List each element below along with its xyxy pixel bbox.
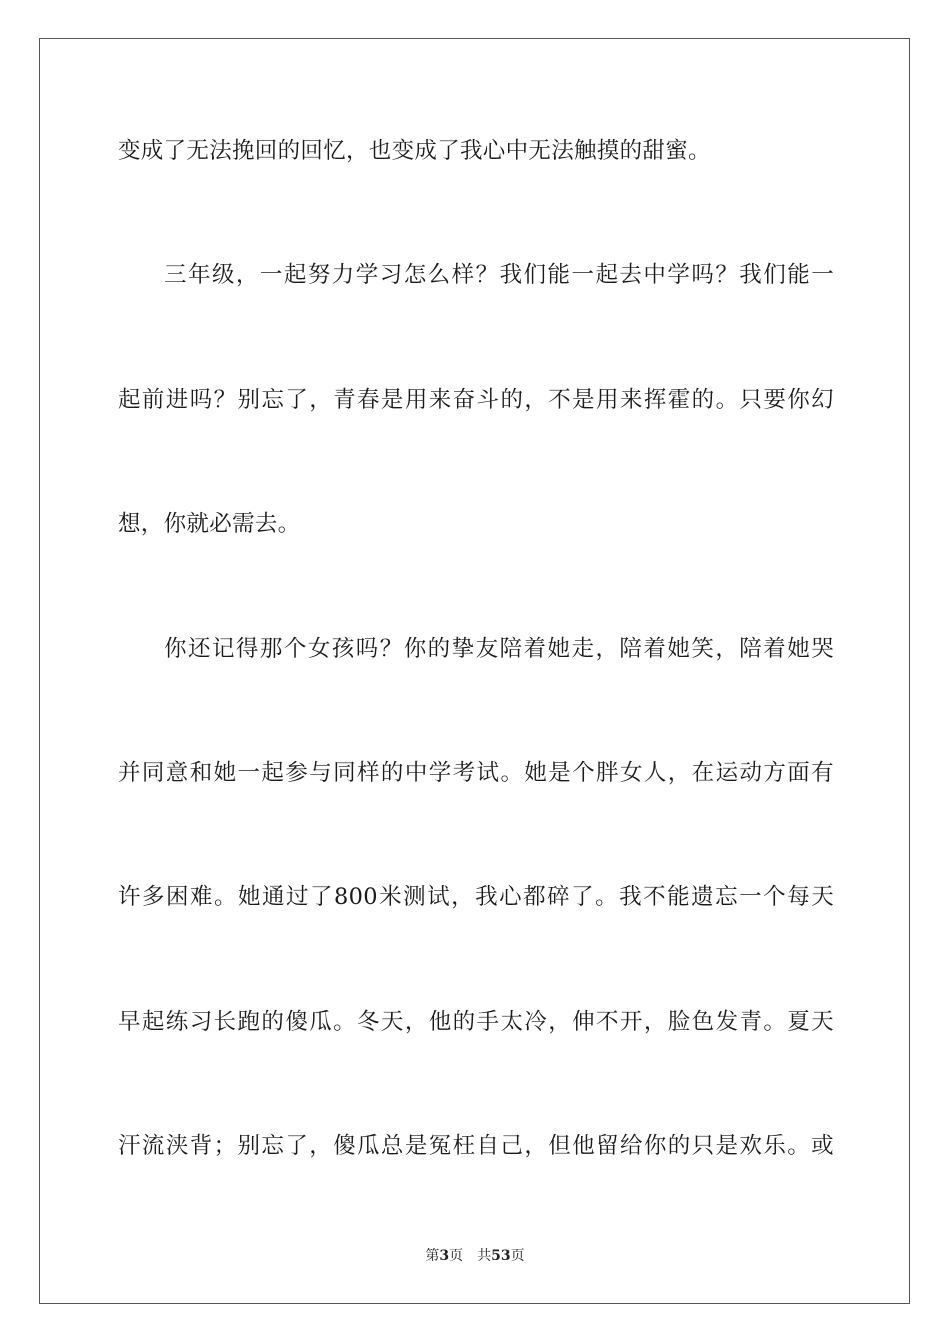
page-suffix: 页 — [449, 1248, 464, 1264]
total-pages: 53 — [491, 1248, 511, 1264]
text-line-8: 早起练习长跑的傻瓜。冬天，他的手太冷，伸不开，脸色发青。夏天 — [118, 1008, 834, 1035]
text-line-1: 变成了无法挽回的回忆，也变成了我心中无法触摸的甜蜜。 — [118, 138, 711, 164]
text-line-9: 汗流浃背；别忘了，傻瓜总是冤枉自己，但他留给你的只是欢乐。或 — [118, 1133, 834, 1160]
total-suffix: 页 — [510, 1248, 525, 1264]
text-line-3: 起前进吗？别忘了，青春是用来奋斗的，不是用来挥霍的。只要你幻 — [118, 386, 834, 413]
text-line-7: 许多困难。她通过了800米测试，我心都碎了。我不能遗忘一个每天 — [118, 884, 834, 911]
document-body — [118, 128, 834, 1248]
total-prefix: 共 — [477, 1248, 492, 1264]
text-line-4: 想，你就必需去。 — [118, 511, 301, 538]
text-line-2: 三年级，一起努力学习怎么样？我们能一起去中学吗？我们能一 — [164, 262, 834, 289]
text-line-6: 并同意和她一起参与同样的中学考试。她是个胖女人，在运动方面有 — [118, 759, 834, 786]
page-number: 3 — [439, 1248, 450, 1264]
page-prefix: 第 — [425, 1248, 440, 1264]
page-footer — [0, 1246, 950, 1266]
text-line-5: 你还记得那个女孩吗？你的挚友陪着她走，陪着她笑，陪着她哭 — [164, 635, 834, 662]
